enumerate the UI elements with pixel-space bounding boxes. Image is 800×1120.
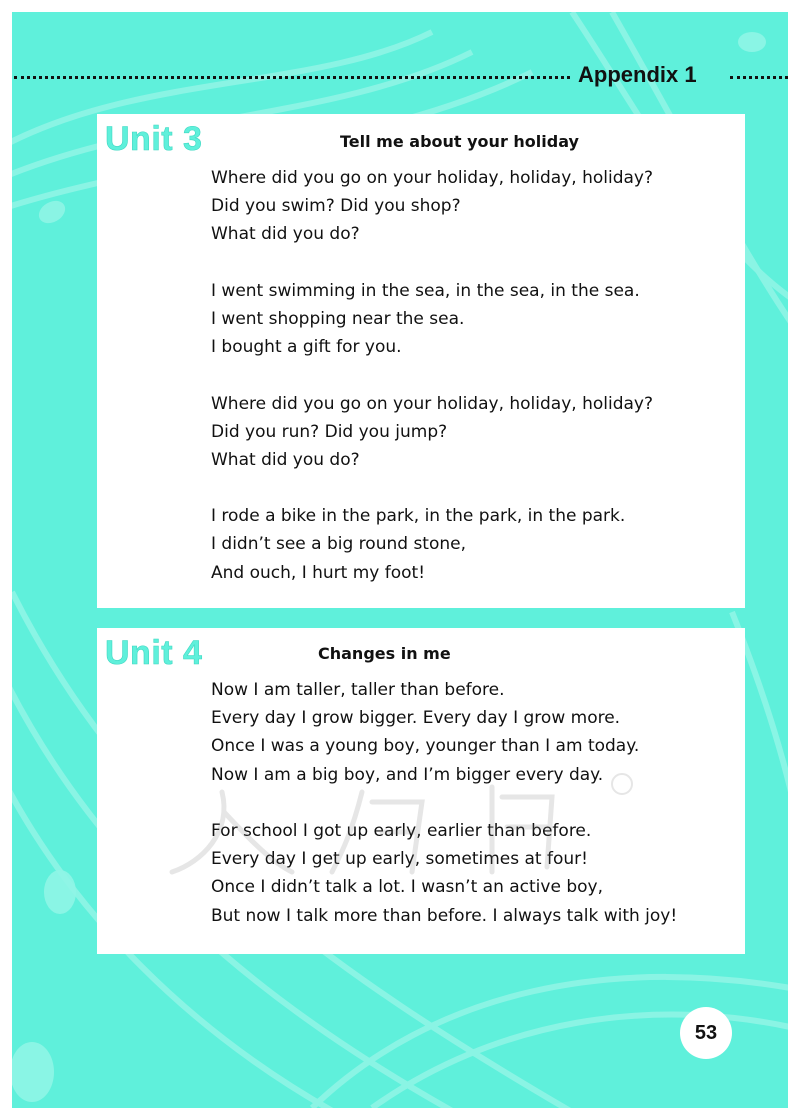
lyric-line: Once I was a young boy, younger than I am today.: [211, 736, 640, 757]
dotted-rule-left: [14, 76, 570, 79]
page-background: [12, 12, 788, 1108]
lyric-line: What did you do?: [211, 224, 360, 245]
lyric-line: Every day I get up early, sometimes at four!: [211, 849, 588, 870]
lyric-line: For school I got up early, earlier than before.: [211, 820, 592, 841]
page-number: 53: [680, 1007, 732, 1059]
lyric-line: I didn’t see a big round stone,: [211, 534, 466, 555]
lyric-line: I went shopping near the sea.: [211, 308, 465, 329]
lyric-line: I bought a gift for you.: [211, 337, 402, 358]
lyric-line: Every day I grow bigger. Every day I grow more.: [211, 708, 621, 729]
lyric-line: Once I didn’t talk a lot. I wasn’t an active boy,: [211, 877, 603, 898]
lyric-line: But now I talk more than before. I always talk with joy!: [211, 905, 678, 926]
appendix-title: Appendix 1: [578, 62, 697, 87]
lyric-line: Now I am a big boy, and I’m bigger every day.: [211, 764, 604, 785]
unit-3-card: [97, 114, 745, 608]
lyric-line: Did you swim? Did you shop?: [211, 196, 461, 217]
lyric-line: Where did you go on your holiday, holiday, holiday?: [211, 393, 653, 414]
unit-label: Unit 3: [105, 120, 203, 158]
publisher-watermark: [162, 772, 642, 882]
lyric-line: Now I am taller, taller than before.: [211, 680, 505, 700]
lyric-line: I went swimming in the sea, in the sea, in the sea.: [211, 280, 640, 301]
lyrics: [211, 164, 741, 587]
dotted-rule-right: [730, 76, 788, 79]
appendix-header: [12, 64, 788, 90]
lyric-line: And ouch, I hurt my foot!: [211, 562, 426, 583]
lyric-line: Where did you go on your holiday, holiday, holiday?: [211, 168, 653, 188]
song-title: Tell me about your holiday: [340, 132, 579, 151]
lyric-line: I rode a bike in the park, in the park, in the park.: [211, 506, 626, 527]
song-title: Changes in me: [318, 644, 451, 663]
lyric-line: Did you run? Did you jump?: [211, 421, 448, 442]
lyric-line: What did you do?: [211, 449, 360, 470]
unit-label: Unit 4: [105, 634, 203, 672]
